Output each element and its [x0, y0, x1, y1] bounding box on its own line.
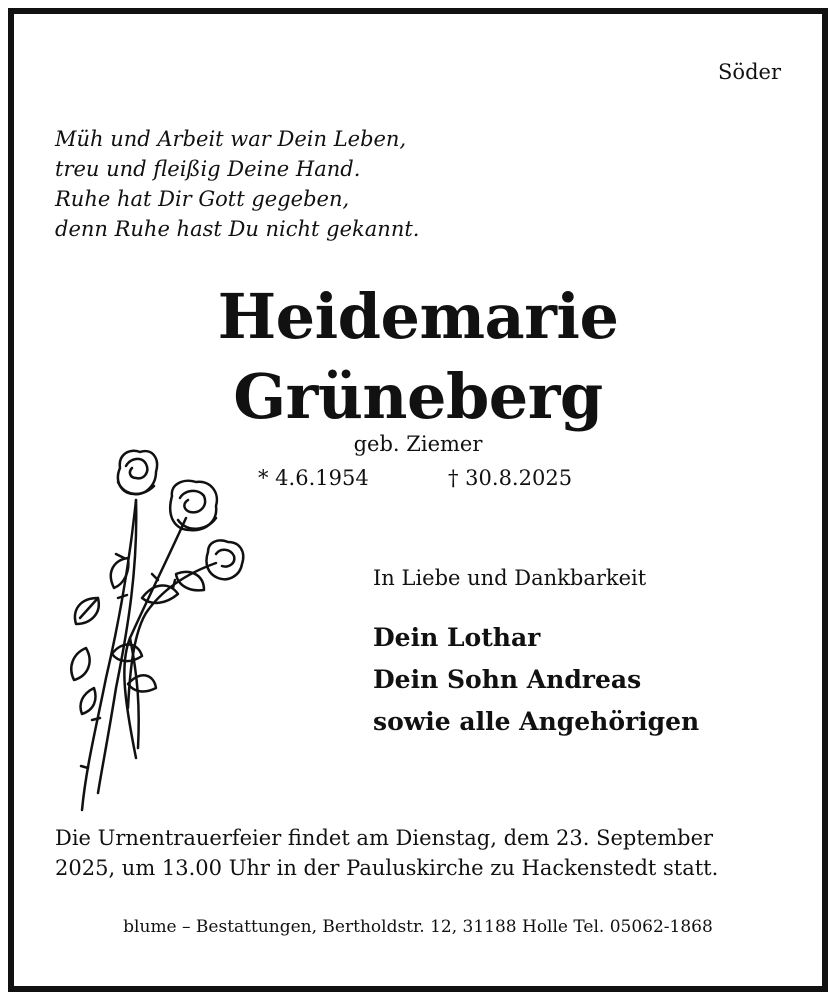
ceremony-info [55, 823, 718, 883]
funeral-home-footer: blume – Bestattungen, Bertholdstr. 12, 31188 Holle Tel. 05062-1868 [123, 917, 713, 937]
signer: Dein Lothar [373, 623, 541, 652]
signers [373, 617, 699, 743]
ceremony-line: 2025, um 13.00 Uhr in der Pauluskirche zu Hackenstedt statt. [55, 856, 719, 880]
deceased-last-name: Grüneberg [233, 360, 603, 433]
death-date: † 30.8.2025 [448, 466, 573, 490]
thanks-line: In Liebe und Dankbarkeit [373, 566, 647, 590]
poem-line: treu und fleißig Deine Hand. [55, 157, 361, 181]
signer: Dein Sohn Andreas [373, 665, 642, 694]
birth-date: * 4.6.1954 [258, 466, 369, 490]
deceased-first-name: Heidemarie [217, 280, 619, 353]
ceremony-line: Die Urnentrauerfeier findet am Dienstag, dem 23. September [55, 826, 714, 850]
place-name: Söder [718, 60, 781, 84]
poem-line: Ruhe hat Dir Gott gegeben, [55, 187, 350, 211]
roses-icon [58, 448, 258, 818]
poem-line: denn Ruhe hast Du nicht gekannt. [55, 217, 420, 241]
maiden-name: geb. Ziemer [353, 432, 483, 456]
poem [55, 124, 419, 244]
poem-line: Müh und Arbeit war Dein Leben, [55, 127, 407, 151]
signer: sowie alle Angehörigen [373, 707, 700, 736]
